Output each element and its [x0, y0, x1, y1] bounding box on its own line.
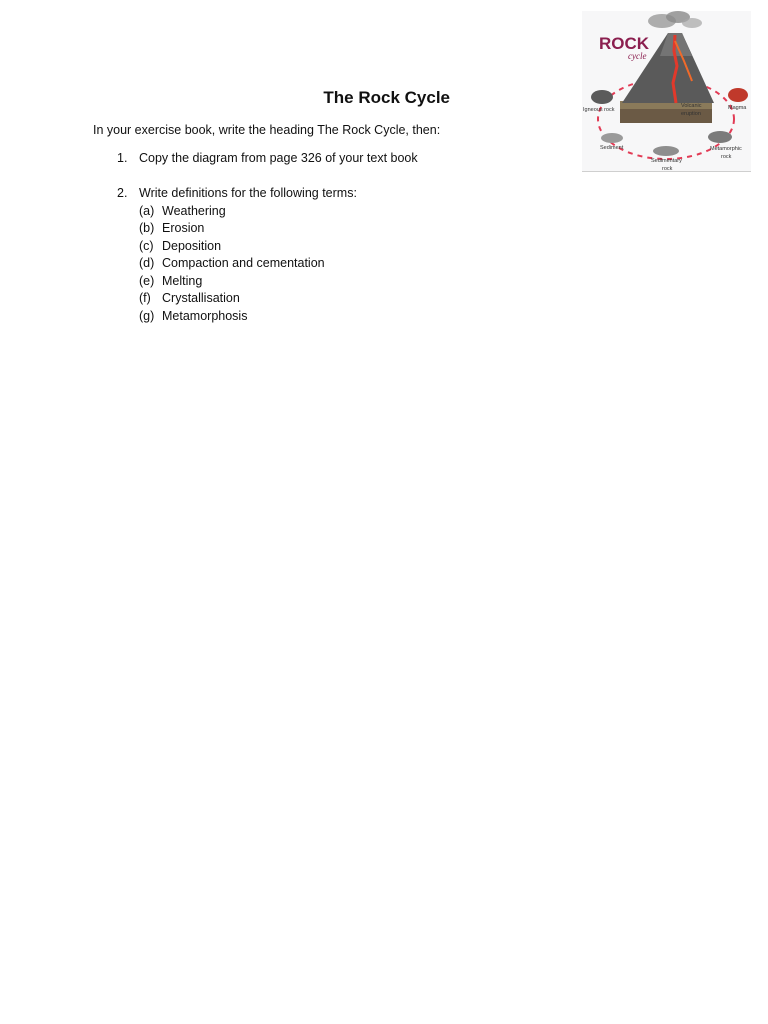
term-label: (g) — [139, 309, 155, 323]
label-eruption: eruption — [681, 111, 701, 117]
label-magma: Magma — [728, 105, 747, 111]
label-sediment: Sediment — [600, 145, 624, 151]
term-text: Metamorphosis — [162, 309, 248, 323]
figure-subheading: cycle — [628, 51, 647, 61]
instruction-number: 2. — [117, 186, 128, 200]
sediment-rock — [601, 133, 623, 143]
instruction-text: Write definitions for the following terms: — [139, 186, 357, 200]
term-text: Crystallisation — [162, 291, 240, 305]
instruction-text: Copy the diagram from page 326 of your text book — [139, 151, 418, 165]
label-metamorphic: Metamorphic — [710, 146, 742, 152]
figure-heading: ROCK — [599, 34, 650, 53]
term-text: Erosion — [162, 221, 205, 235]
term-label: (e) — [139, 274, 155, 288]
term-label: (c) — [139, 239, 154, 253]
term-text: Deposition — [162, 239, 222, 253]
label-volcanic: Volcanic — [681, 103, 702, 109]
rock-cycle-drawing — [582, 11, 751, 171]
term-text: Melting — [162, 274, 203, 288]
term-label: (b) — [139, 221, 155, 235]
label-igneous: Igneous rock — [583, 107, 615, 113]
term-label: (a) — [139, 204, 155, 218]
intro-text: In your exercise book, write the heading The Rock Cycle, then: — [93, 123, 441, 137]
label-metamorphic-2: rock — [721, 154, 732, 160]
rock-cycle-illustration — [582, 11, 751, 172]
sedimentary-rock — [653, 146, 679, 156]
term-label: (d) — [139, 256, 155, 270]
term-label: (f) — [139, 291, 151, 305]
label-sedimentary-2: rock — [662, 166, 673, 171]
page-title: The Rock Cycle — [323, 88, 450, 107]
term-text: Weathering — [162, 204, 226, 218]
magma-rock — [728, 88, 748, 102]
igneous-rock — [591, 90, 613, 104]
metamorphic-rock — [708, 131, 732, 143]
term-text: Compaction and cementation — [162, 256, 325, 270]
instruction-number: 1. — [117, 151, 128, 165]
label-sedimentary: Sedimentary — [651, 158, 682, 164]
